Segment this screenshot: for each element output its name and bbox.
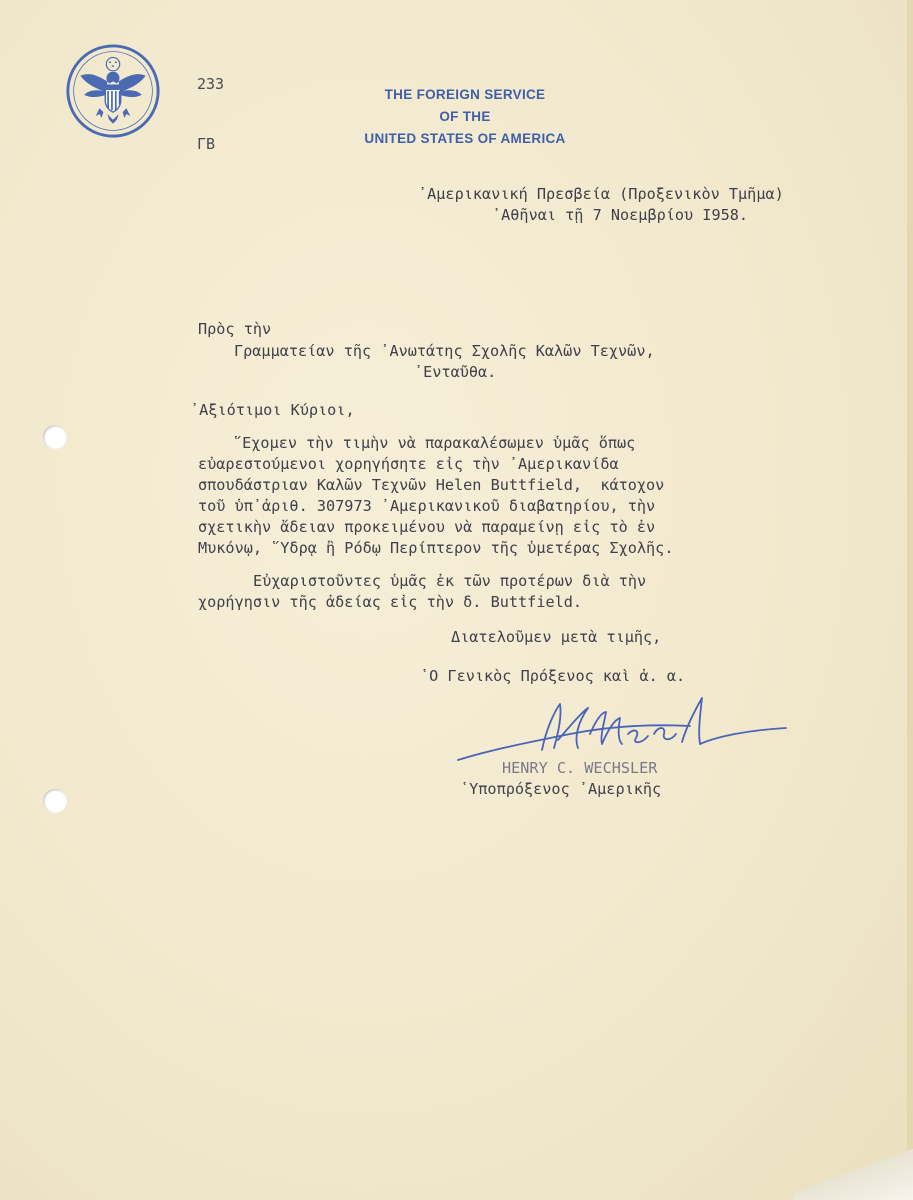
handwritten-signature	[450, 690, 790, 780]
signer-name: HENRY C. WECHSLER	[502, 759, 658, 777]
paragraph2-line: Εὐχαριστοῦντες ὑμᾶς ἐκ τῶν προτέρων διὰ τὴν	[253, 572, 647, 590]
paragraph1-line: εὐαρεστούμενοι χορηγήσητε εἰς τὴν ᾽Αμερικανίδα	[198, 455, 619, 473]
paragraph1-line: σπουδάστριαν Καλῶν Τεχνῶν Helen Buttfield, κάτοχον	[198, 476, 665, 494]
file-number-line: ΓΒ	[197, 135, 216, 153]
salutation: ᾽Αξιότιμοι Κύριοι,	[190, 401, 355, 419]
file-number-line: 233	[197, 75, 225, 93]
letterhead-line: OF THE	[439, 109, 491, 124]
punch-hole	[43, 789, 67, 813]
signer-role: ῾Υποπρόξενος ᾽Αμερικῆς	[460, 780, 662, 798]
date-line: ᾽Αθῆναι τῇ 7 Νοεμβρίου Ι958.	[492, 206, 749, 224]
paragraph1-line: τοῦ ὑπ᾽ἀριθ. 307973 ᾽Αμερικανικοῦ διαβατηρίου, τὴν	[198, 497, 656, 515]
letterhead	[330, 84, 600, 150]
us-great-seal-icon	[65, 43, 161, 139]
paper-corner-fold	[793, 1140, 913, 1200]
sender-header-line: ᾽Αμερικανική Πρεσβεία (Προξενικὸν Τμῆμα)	[418, 185, 784, 203]
file-number	[197, 34, 233, 194]
recipient-line: Γραμματείαν τῆς ᾽Ανωτάτης Σχολῆς Καλῶν Τεχνῶν,	[234, 342, 655, 360]
signatory-title: ῾Ο Γενικὸς Πρόξενος καὶ ἁ. α.	[420, 667, 686, 685]
punch-hole	[43, 425, 67, 449]
recipient-line: Πρὸς τὴν	[198, 320, 272, 338]
paragraph2-line: χορήγησιν τῆς ἀδείας εἰς τὴν δ. Buttfield.	[198, 593, 583, 611]
closing: Διατελοῦμεν μετὰ τιμῆς,	[451, 628, 662, 646]
paragraph1-line: ῞Εχομεν τὴν τιμὴν νὰ παρακαλέσωμεν ὑμᾶς ὅπως	[233, 434, 636, 452]
paragraph1-line: Μυκόνῳ, ῞Υδρᾳ ἢ Ρόδῳ Περίπτερον τῆς ὑμετέρας Σχολῆς.	[198, 539, 674, 557]
letterhead-line: THE FOREIGN SERVICE	[384, 87, 546, 102]
paper-edge	[907, 0, 913, 1200]
paragraph1-line: σχετικὴν ἄδειαν προκειμένου νὰ παραμείνῃ εἰς τὸ ἐν	[198, 518, 656, 536]
recipient-line: ᾽Ενταῦθα.	[414, 363, 497, 381]
letterhead-line: UNITED STATES OF AMERICA	[364, 131, 566, 146]
